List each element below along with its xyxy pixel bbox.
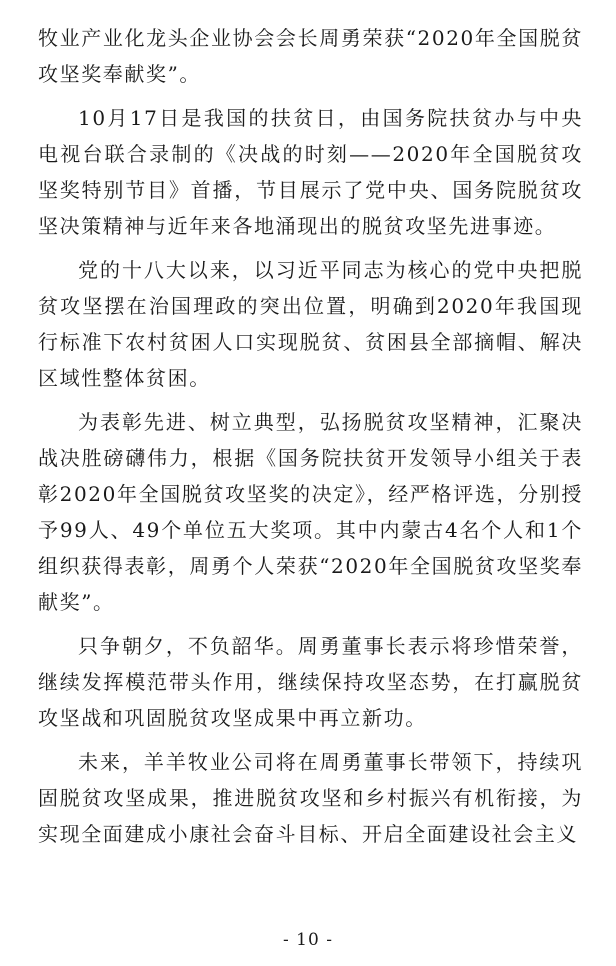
paragraph-future: 未来，羊羊牧业公司将在周勇董事长带领下，持续巩固脱贫攻坚成果，推进脱贫攻坚和乡村振兴有机衔接，为实现全面建成小康社会奋斗目标、开启全面建设社会主义 bbox=[38, 750, 583, 846]
paragraph-eighteenth-congress: 党的十八大以来，以习近平同志为核心的党中央把脱贫攻坚摆在治国理政的突出位置，明确到2020年我国现行标准下农村贫困人口实现脱贫、贫困县全部摘帽、解决区域性整体贫困。 bbox=[38, 258, 583, 390]
paragraph-chairman-statement: 只争朝夕，不负韶华。周勇董事长表示将珍惜荣誉，继续发挥模范带头作用，继续保持攻坚态势，在打赢脱贫攻坚战和巩固脱贫攻坚成果中再立新功。 bbox=[38, 634, 583, 730]
paragraph-award-commendation: 为表彰先进、树立典型，弘扬脱贫攻坚精神，汇聚决战决胜磅礴伟力，根据《国务院扶贫开发领导小组关于表彰2020年全国脱贫攻坚奖的决定》，经严格评选，分别授予99人、49个单位五大奖项。其中内蒙古4名个人和1个组织获得表彰，周勇个人荣获“2020年全国脱贫攻坚奖奉献奖”。 bbox=[38, 410, 583, 614]
paragraph-poverty-day: 10月17日是我国的扶贫日，由国务院扶贫办与中央电视台联合录制的《决战的时刻——2020年全国脱贫攻坚奖特别节目》首播，节目展示了党中央、国务院脱贫攻坚决策精神与近年来各地涌现出的脱贫攻坚先进事迹。 bbox=[38, 106, 583, 238]
paragraph-continued: 牧业产业化龙头企业协会会长周勇荣获“2020年全国脱贫攻坚奖奉献奖”。 bbox=[38, 26, 583, 86]
page-number: - 10 - bbox=[283, 930, 333, 950]
body-text bbox=[38, 20, 583, 860]
